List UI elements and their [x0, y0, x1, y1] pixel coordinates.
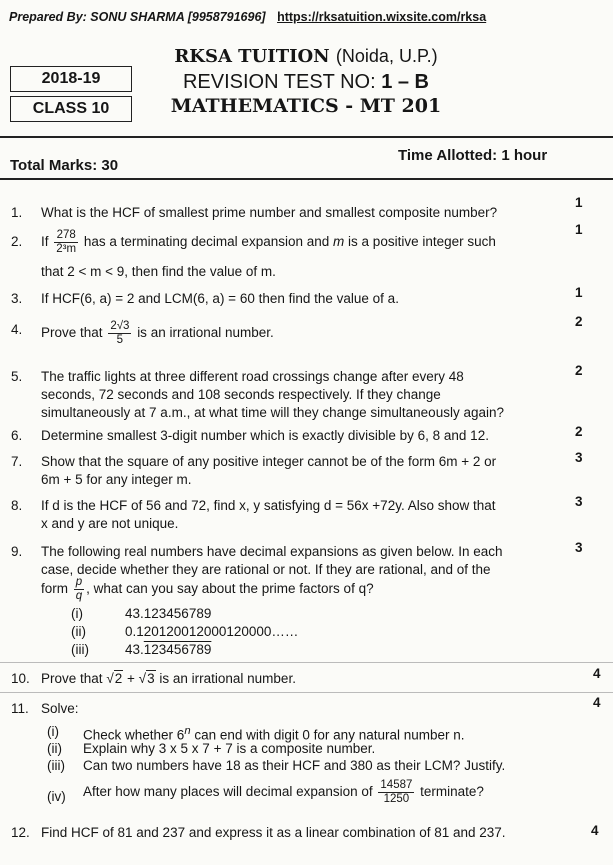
question-7: 7. Show that the square of any positive integer cannot be of the form 6m + 2 or 6m + 5 for any integer m. 3 — [11, 450, 583, 487]
institute-location: (Noida, U.P.) — [335, 46, 438, 66]
sub-label: (i) — [71, 606, 83, 621]
question-number: 4. — [11, 322, 23, 337]
sqrt: √3 — [138, 671, 155, 686]
fraction: $\frac{2√3}{5}$ — [110, 320, 130, 346]
question-11: 11. Solve: (i) Check whether 6$^n$ can end with digit 0 for any natural number n. (ii) Explain why 3 x 5 x 7 + 7 is a composite number. (iii) Can two numbers have 18 as their HCF and 380 as their LCM? Justify. (iv) After how many places will decimal expansion of $\frac{14587}{1250}$ terminate? 4 — [11, 695, 601, 805]
question-text: Find HCF of 81 and 237 and express it as a linear combination of 81 and 237. — [41, 825, 506, 840]
question-marks: 4 — [593, 695, 601, 710]
question-marks: 3 — [575, 540, 583, 555]
test-title — [156, 71, 456, 94]
question-marks: 2 — [575, 424, 583, 439]
question-marks: 1 — [575, 195, 583, 210]
test-number: 1 – B — [381, 71, 429, 93]
divider — [0, 662, 613, 663]
question-marks: 2 — [575, 363, 583, 378]
sub-label: (iii) — [71, 642, 89, 657]
sub-value: 0.120120012000120000…… — [125, 624, 299, 639]
question-text: What is the HCF of smallest prime number and smallest composite number? — [41, 205, 498, 220]
sub-label: (ii) — [71, 624, 86, 639]
header-rule-bottom — [0, 178, 613, 180]
question-number: 1. — [11, 205, 23, 220]
website-link[interactable]: https://rksatuition.wixsite.com/rksa — [277, 10, 487, 24]
question-2: 2. If $\frac{278}{\text{2³m}}$ has a terminating decimal expansion and m is a positive integer such that 2 < m < 9, then find the value of m. 1 — [11, 222, 583, 279]
question-marks: 4 — [593, 666, 601, 681]
header-rule-top — [0, 136, 613, 138]
test-label: REVISION TEST NO: — [182, 71, 382, 93]
question-marks: 3 — [575, 450, 583, 465]
fraction: $\frac{14587}{1250}$ — [380, 779, 413, 805]
question-number: 11. — [11, 701, 29, 716]
question-marks: 4 — [591, 823, 599, 838]
question-number: 3. — [11, 291, 23, 306]
question-text-line2: that 2 < m < 9, then find the value of m. — [41, 264, 276, 279]
question-4: 4. Prove that $\frac{2√3}{5}$ is an irrational number. 2 — [11, 314, 583, 346]
divider — [0, 692, 613, 693]
subject-title: MATHEMATICS - MT 201 — [170, 95, 442, 117]
question-number: 6. — [11, 428, 23, 443]
question-number: 9. — [11, 544, 23, 559]
institute-title — [156, 46, 456, 67]
time-allotted: Time Allotted: 1 hour — [398, 147, 548, 164]
question-marks: 3 — [575, 494, 583, 509]
question-text: Solve: — [41, 701, 79, 716]
question-text: Determine smallest 3-digit number which is exactly divisible by 6, 8 and 12. — [41, 428, 489, 443]
question-marks: 1 — [575, 285, 583, 300]
question-number: 5. — [11, 369, 23, 384]
sqrt: √2 — [106, 671, 123, 686]
total-marks: Total Marks: 30 — [10, 157, 119, 174]
question-number: 2. — [11, 234, 23, 249]
question-text: If HCF(6, a) = 2 and LCM(6, a) = 60 then find the value of a. — [41, 291, 399, 306]
question-marks: 2 — [575, 314, 583, 329]
institute-name: RKSA TUITION — [174, 46, 330, 67]
year-box: 2018-19 — [10, 66, 132, 92]
prepared-by-line — [9, 10, 486, 24]
question-9: 9. The following real numbers have decimal expansions as given below. In each case, decide whether they are rational or not. If they are rational, and of the form $\frac{p}{q}$ , what can you say about the prime factors of q? (i) 43.123456789 (ii) 0.120120012000120000…… (iii) 43.123456789 3 — [11, 540, 583, 657]
question-number: 8. — [11, 498, 23, 513]
fraction: $\frac{p}{q}$ — [75, 576, 83, 602]
question-number: 12. — [11, 825, 30, 840]
sub-value: 43.123456789 — [125, 606, 212, 621]
question-number: 7. — [11, 454, 23, 469]
question-marks: 1 — [575, 222, 583, 237]
question-8: 8. If d is the HCF of 56 and 72, find x, y satisfying d = 56x +72y. Also show that x and y are not unique. 3 — [11, 494, 583, 531]
prepared-by: Prepared By: SONU SHARMA [9958791696] — [9, 10, 266, 24]
question-5: 5. The traffic lights at three different road crossings change after every 48 seconds, 72 seconds and 108 seconds respectively. If they change simultaneously at 7 a.m., at what time will they change simultaneously again? 2 — [11, 363, 583, 420]
sub-value: 43.123456789 — [125, 642, 212, 657]
class-box: CLASS 10 — [10, 96, 132, 122]
fraction: $\frac{278}{\text{2³m}}$ — [56, 229, 77, 255]
question-number: 10. — [11, 671, 30, 686]
